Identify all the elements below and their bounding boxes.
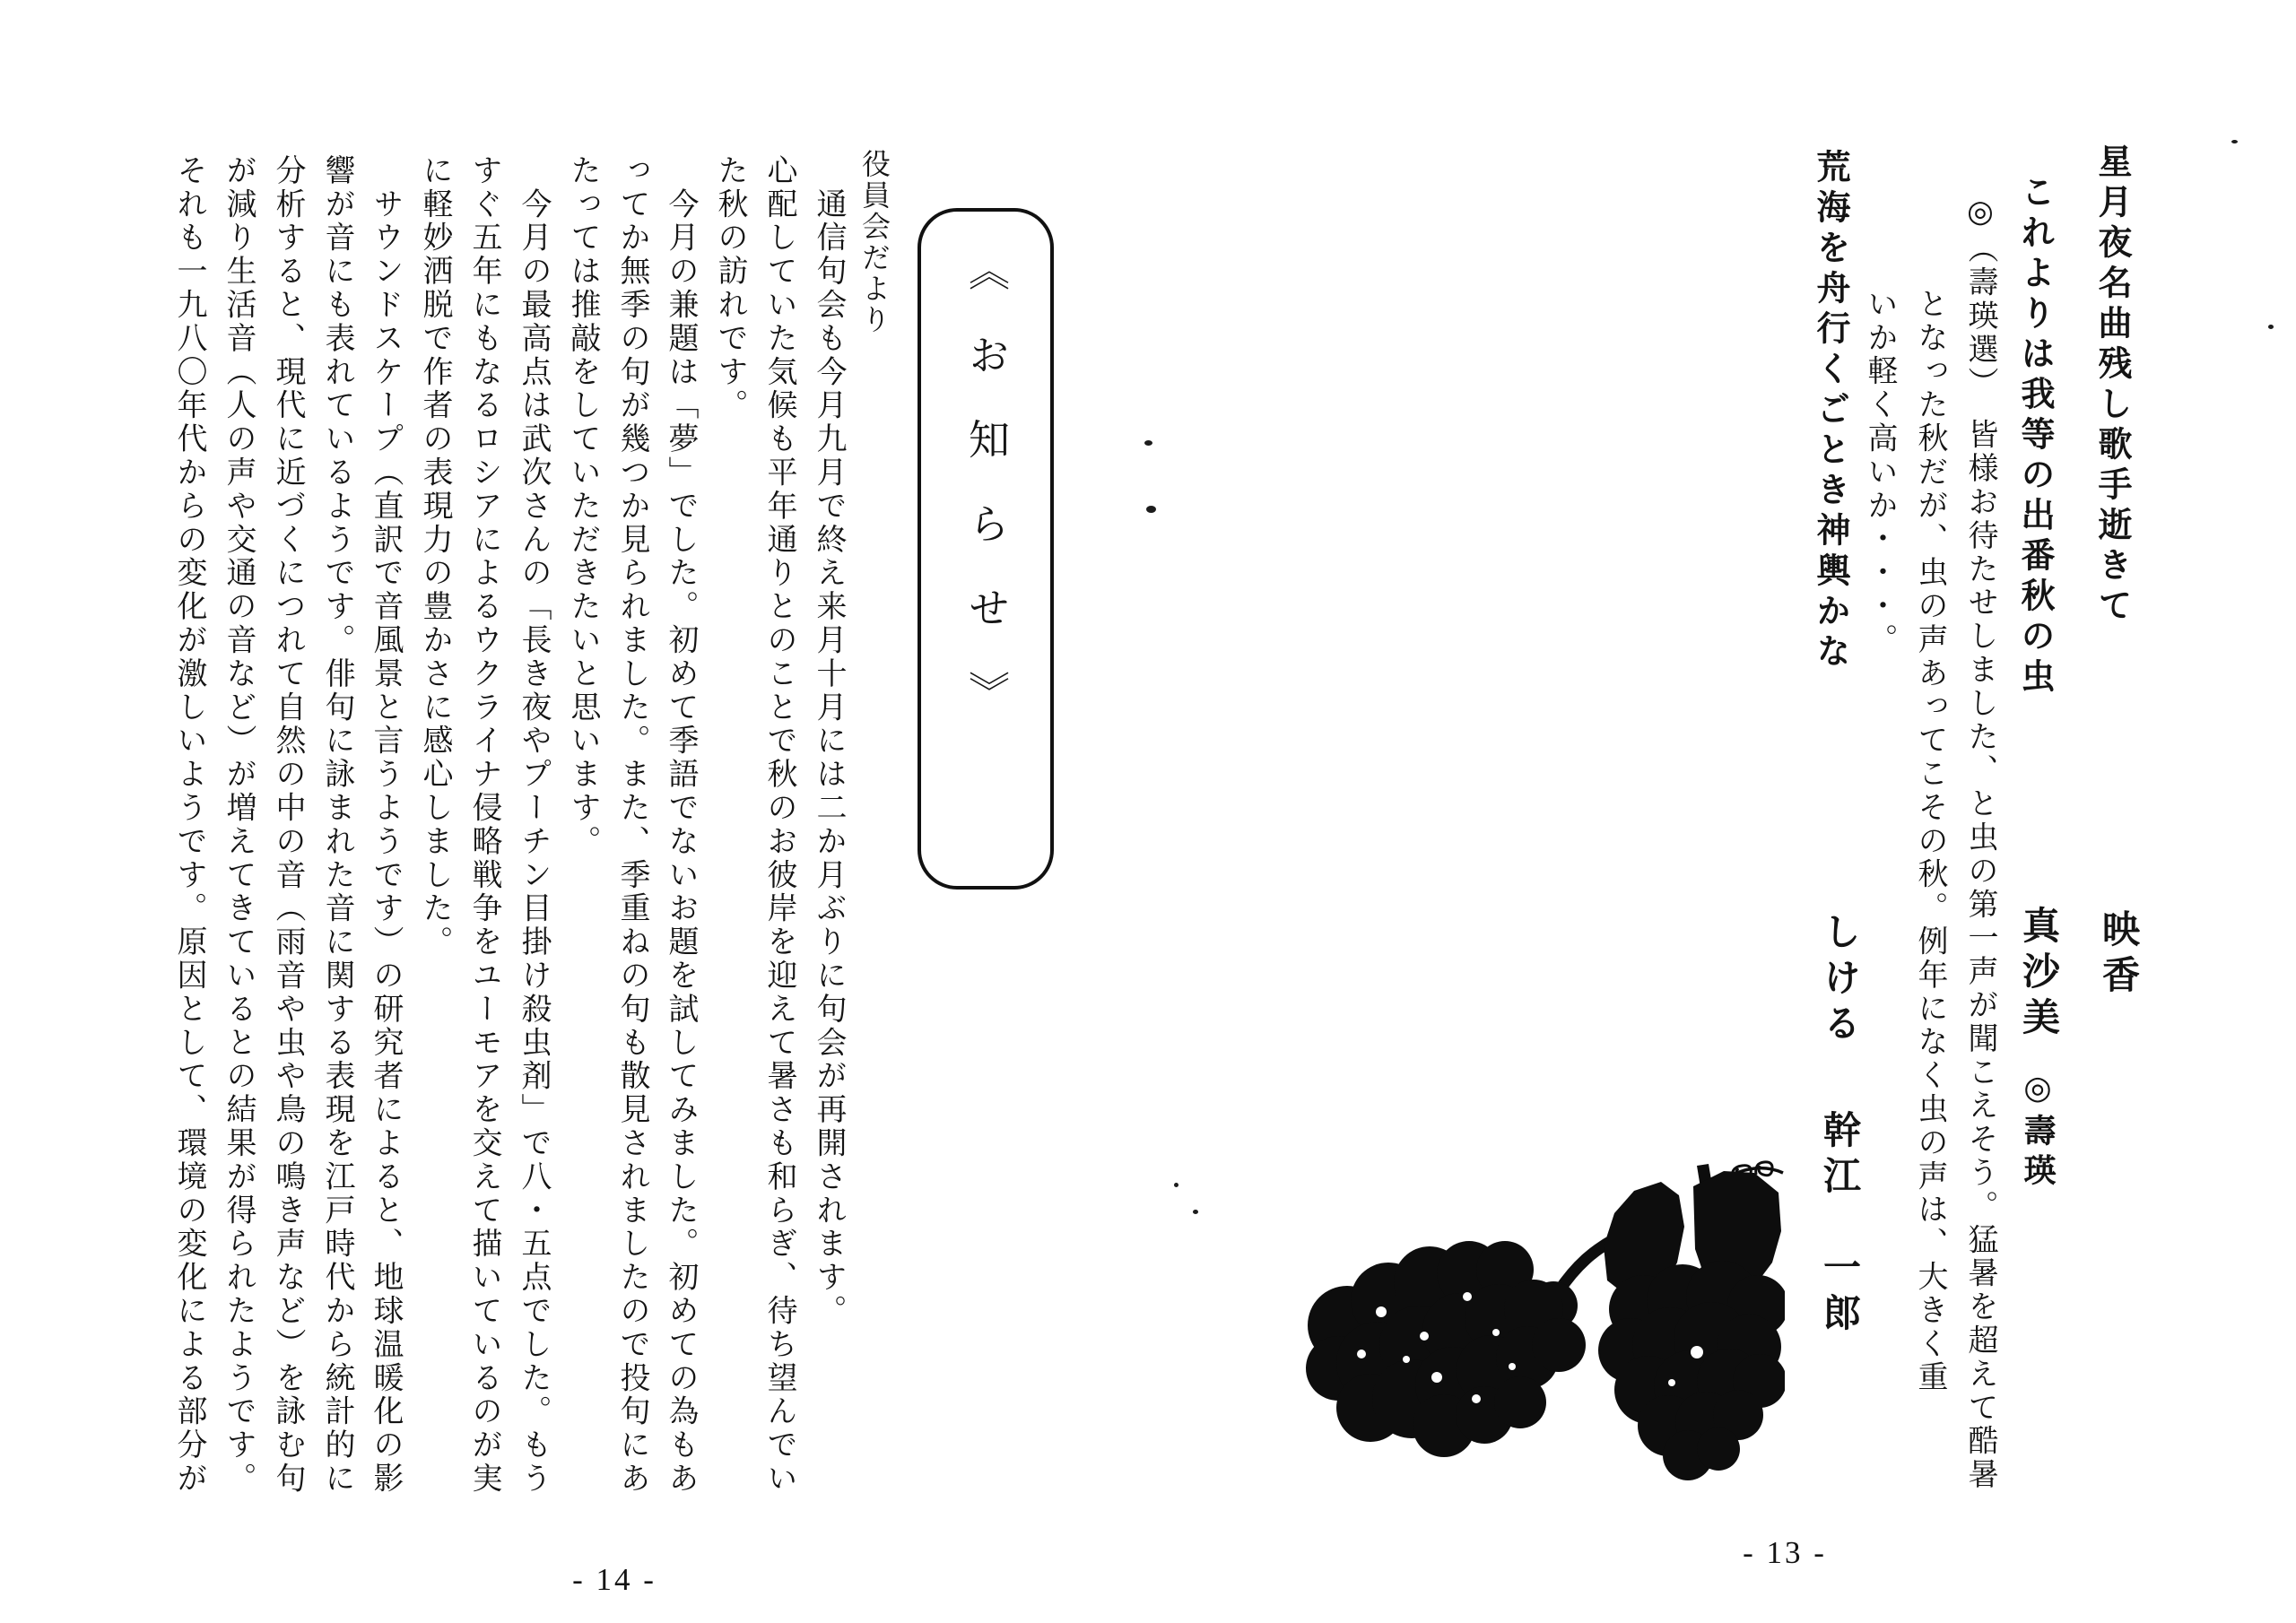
grapes-illustration xyxy=(1292,1146,1785,1482)
selector-comment-line-1: ◎（壽瑛選） 皆様お待たせしました、と虫の第一声が聞こえそう。猛暑を超えて酷暑 xyxy=(1963,194,1996,1492)
body-column-8: すぐ五年にもなるロシアによるウクライナ侵略戦争をユーモアを交えて描いているのが実 xyxy=(467,154,500,1496)
haiku-2-selection-mark: ◎壽瑛 xyxy=(2020,1069,2056,1193)
grape-bunch-left xyxy=(1306,1239,1614,1457)
body-column-11: 響が音にも表れているようです。俳句に詠まれた音に関する表現を江戸時代から統計的に xyxy=(320,154,353,1496)
selector-comment-line-3: いか軽く高いか・・・。 xyxy=(1863,288,1896,657)
haiku-2-text: これよりは我等の出番秋の虫 xyxy=(2015,174,2053,699)
page-number-13: - 13 - xyxy=(1743,1535,1827,1570)
haiku-3-author-name: 幹江 一郎 xyxy=(1818,1110,1859,1339)
body-column-5: ってか無季の句が幾つか見られました。また、季重ねの句も散見されましたので投句にあ xyxy=(615,154,648,1496)
scan-speck xyxy=(1146,506,1156,513)
selector-comment-line-2: となった秋だが、虫の声あってこその秋。例年になく虫の声は、大きく重 xyxy=(1913,288,1946,1395)
scan-speck xyxy=(2231,140,2238,143)
body-column-2: 心配していた気候も平年通りとのことで秋のお彼岸を迎えて暑さも和らぎ、待ち望んでい xyxy=(762,154,796,1496)
body-column-12: 分析すると、現代に近づくにつれて自然の中の音（雨音や虫や鳥の鳴き声など）を詠む句 xyxy=(271,154,304,1497)
body-column-4: 今月の兼題は「夢」でした。初めて季語でないお題を試してみました。初めての為もあ xyxy=(664,154,697,1496)
body-column-13: が減り生活音（人の声や交通の音など）が増えてきているとの結果が得られたようです。 xyxy=(222,154,255,1496)
body-column-3: た秋の訪れです。 xyxy=(713,154,746,423)
page-number-14: - 14 - xyxy=(572,1562,657,1597)
haiku-1-text: 星月夜名曲残し歌手逝きて xyxy=(2092,143,2130,628)
section-title: 役員会だより xyxy=(858,149,891,336)
notice-box xyxy=(918,208,1054,890)
body-column-7: 今月の最高点は武次さんの「長き夜やプーチン目掛け殺虫剤」で八・五点でした。もう xyxy=(517,154,550,1496)
body-column-9: に軽妙洒脱で作者の表現力の豊かさに感心しました。 xyxy=(418,154,451,959)
notice-box-label: 《お知らせ》 xyxy=(963,249,1009,755)
scan-speck xyxy=(1193,1210,1198,1214)
scan-speck xyxy=(1144,440,1152,446)
body-column-1: 通信句会も今月九月で終え来月十月には二か月ぶりに句会が再開されます。 xyxy=(812,154,845,1328)
grape-bunch-right xyxy=(1598,1162,1785,1480)
body-column-14: それも一九八〇年代からの変化が激しいようです。原因として、環境の変化による部分が xyxy=(172,154,205,1496)
haiku-3-author-kana: しける xyxy=(1818,912,1859,1049)
body-column-6: たっては推敲をしていただきたいと思います。 xyxy=(566,154,599,859)
scan-speck xyxy=(2268,325,2274,329)
haiku-2-author: 真沙美 xyxy=(2017,906,2058,1043)
haiku-3-text: 荒海を舟行くごとき神輿かな xyxy=(1811,149,1848,673)
body-column-10: サウンドスケープ（直訳で音風景と言うようです）の研究者によると、地球温暖化の影 xyxy=(369,154,402,1496)
scan-speck xyxy=(1174,1183,1178,1187)
haiku-1-author: 映香 xyxy=(2097,909,2138,1001)
